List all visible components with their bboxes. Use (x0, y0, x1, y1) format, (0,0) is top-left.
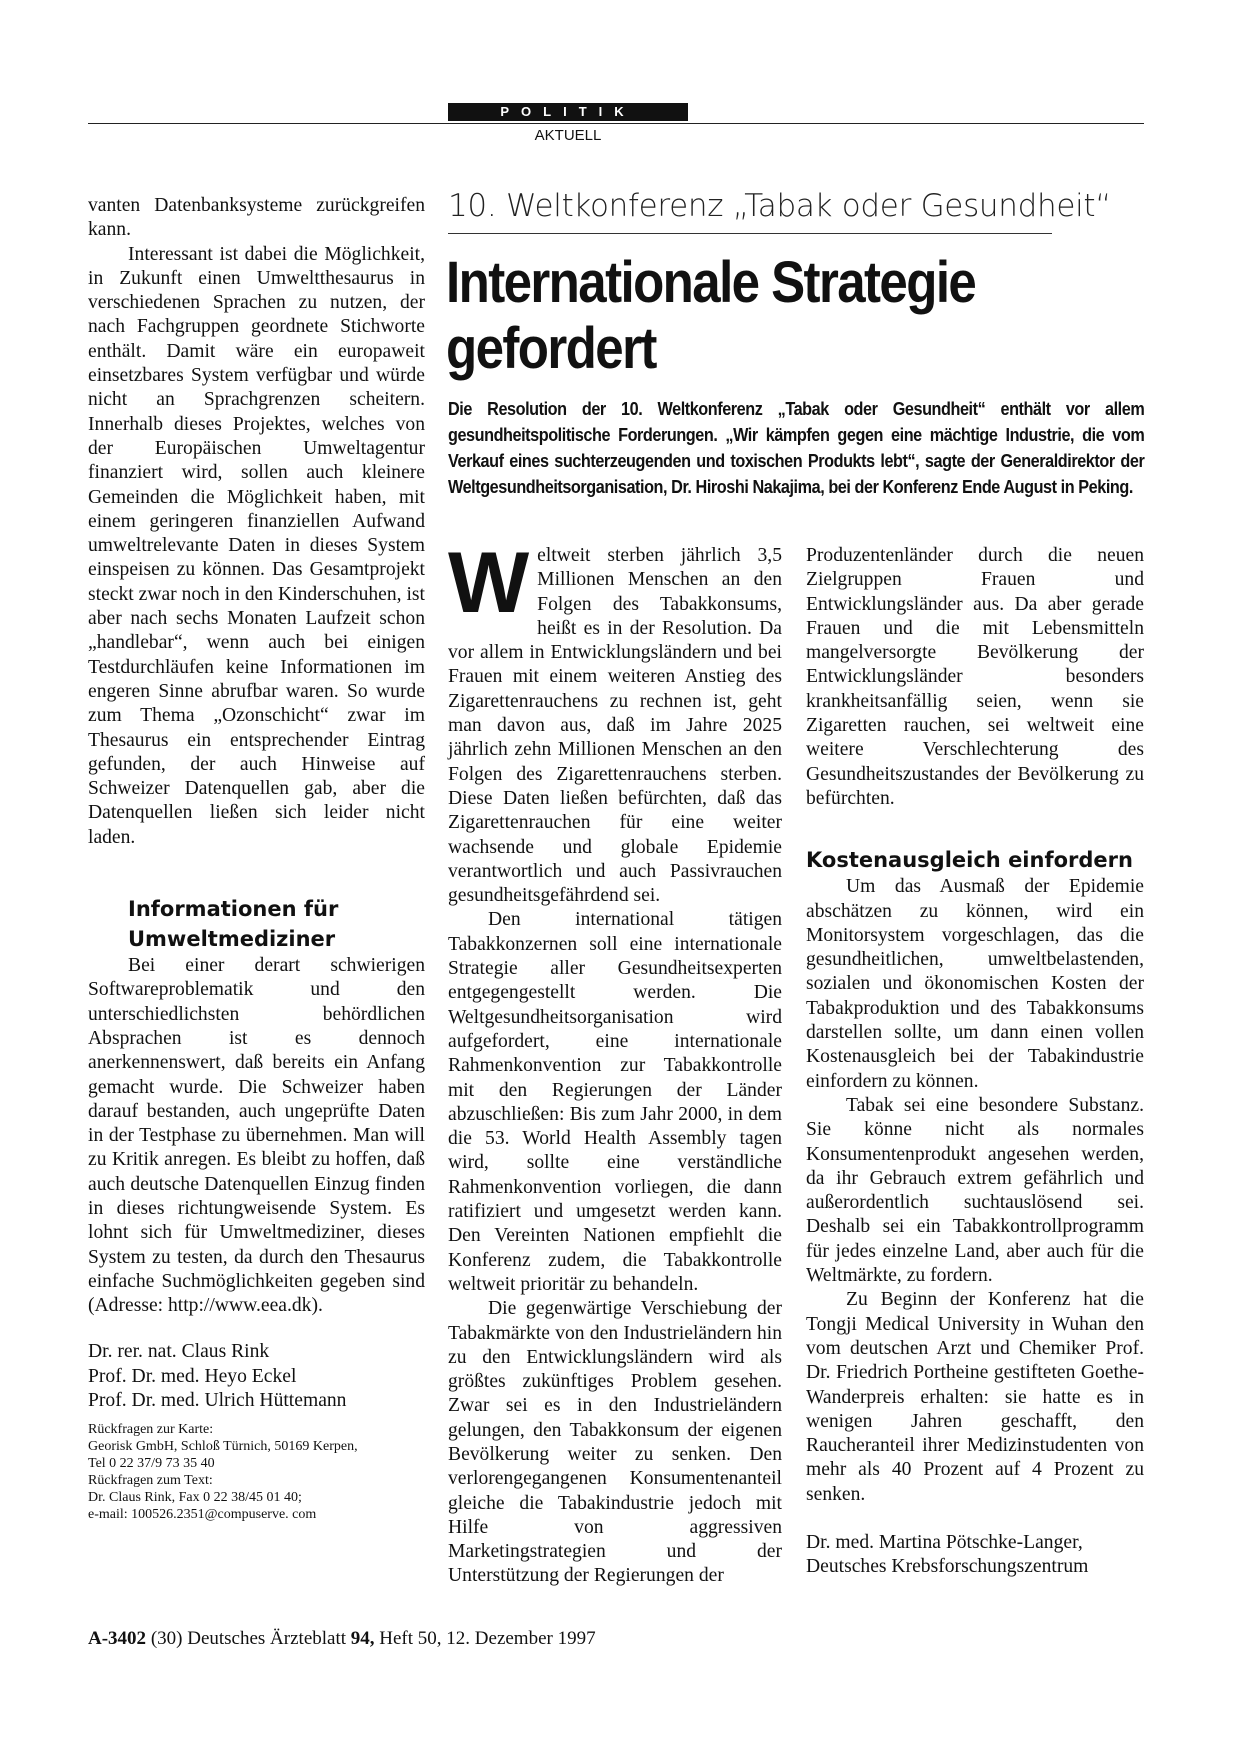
author-line: Dr. med. Martina Pötschke-Langer, (806, 1531, 1083, 1553)
article-kicker: 10. Weltkonferenz „Tabak oder Gesundheit“ (448, 188, 1112, 224)
article-headline: Internationale Strategie gefordert (446, 250, 976, 381)
page-footer (88, 1628, 596, 1650)
footer-journal: (30) Deutsches Ärzteblatt (146, 1628, 351, 1649)
middle-column (448, 535, 782, 1589)
author-line: Prof. Dr. med. Ulrich Hüttemann (88, 1390, 347, 1412)
author-line: Prof. Dr. med. Heyo Eckel (88, 1365, 297, 1387)
page-number: A-3402 (88, 1628, 147, 1649)
paragraph: Den international tätigen Tabakkonzernen soll eine internationale Strategie aller Gesundheitsexperten entgegengestellt werden. Die Weltgesundheitsorganisation wird aufgefordert, eine internationale Rahmenkonvention zur Tabakkontrolle mit den Regierungen der Länder abzuschließen: Bis zum Jahr 2000, in dem die 53. World Health Assembly tagen wird, sollte eine verständliche Rahmenkonvention vorliegen, die dann ratifiziert und umgesetzt werden kann. Den Vereinten Nationen empfiehlt die Konferenz zudem, die Tabakkontrolle weltweit prioritär zu behandeln. (448, 909, 782, 1295)
contact-line: Tel 0 22 37/9 73 35 40 (88, 1456, 215, 1472)
paragraph: Um das Ausmaß der Epidemie abschätzen zu können, wird ein Monitorsystem vorgeschlagen, das die gesundheitlichen, umweltbelastenden, sozialen und ökonomischen Kosten der Tabakproduktion und des Tabakkonsums darstellen sollte, um dann einen vollen Kostenausgleich bei der Tabakindustrie einfordern zu können. (806, 876, 1144, 1092)
paragraph: Zu Beginn der Konferenz hat die Tongji Medical University in Wuhan den vom deutschen Arzt und Chemiker Prof. Dr. Friedrich Portheine gestifteten Goethe-Wanderpreis erhalten: sie hatte es in wenigen Jahren geschafft, den Raucheranteil ihrer Medizinstudenten von mehr als 40 Prozent auf 4 Prozent zu senken. (806, 1289, 1144, 1505)
author-line: Dr. rer. nat. Claus Rink (88, 1341, 270, 1363)
section-subrubric: AKTUELL (534, 127, 602, 144)
contact-line: Rückfragen zur Karte: (88, 1422, 214, 1438)
paragraph: Tabak sei eine besondere Substanz. Sie könne nicht als normales Konsumentenprodukt angesehen werden, da ihr Gebrauch extrem gefährlich und außerordentlich suchtauslösend sei. Deshalb sei ein Tabakkontrollprogramm für jedes einzelne Land, aber auch für die Weltmärkte, zu fordern. (806, 1094, 1144, 1287)
right-column (806, 544, 1144, 1580)
paragraph-text: eltweit sterben jährlich 3,5 Millionen Menschen an den Folgen des Tabakkonsums, heißt es in der Resolution. Da vor allem in Entwicklungsländern und bei Frauen mit einem weiteren Anstieg des Zigarettenrauchens zu rechnen ist, geht man davon aus, daß im Jahre 2025 jährlich zehn Millionen Menschen an den Folgen des Zigarettenrauchens sterben. Diese Daten ließen befürchten, daß das Zigarettenrauchen für eine weiter wachsende und globale Epidemie verantwortlich und auch Passivrauchen gesundheitsgefährdend sei. (448, 545, 782, 907)
paragraph: vanten Datenbanksysteme zurückgreifen kann. (88, 195, 425, 241)
author-affiliation: Deutsches Krebsforschungszentrum (806, 1556, 1089, 1578)
contact-line: Dr. Claus Rink, Fax 0 22 38/45 01 40; (88, 1490, 302, 1506)
contact-line: Georisk GmbH, Schloß Türnich, 50169 Kerpen, (88, 1439, 358, 1455)
subheading: Informationen für Umweltmediziner (128, 897, 339, 952)
drop-cap: W (448, 535, 530, 631)
contact-line: Rückfragen zum Text: (88, 1473, 213, 1489)
subheading: Kostenausgleich einfordern (806, 848, 1133, 873)
article-lead: Die Resolution der 10. Weltkonferenz „Tabak oder Gesundheit“ enthält vor allem gesundheitspolitische Forderungen. „Wir kämpfen gegen eine mächtige Industrie, die vom Verkauf eines suchterzeugenden und toxischen Produkts lebt“, sagte der Generaldirektor der Weltgesundheitsorganisation, Dr. Hiroshi Nakajima, bei der Konferenz Ende August in Peking. (448, 398, 1145, 497)
header-rule (88, 123, 1144, 124)
paragraph: Die gegenwärtige Verschiebung der Tabakmärkte von den Industrieländern hin zu den Entwicklungsländern wird als größtes zukünftiges Problem gesehen. Zwar sei es in den Industrieländern gelungen, den Tabakkonsum der eigenen Bevölkerung weiter zu senken. Den verlorengegangenen Konsumentenanteil gleiche die Tabakindustrie jedoch mit Hilfe von aggressiven Marketingstrategien und der Unterstützung der Regierungen der (448, 1298, 782, 1587)
paragraph: Interessant ist dabei die Möglichkeit, in Zukunft einen Umweltthesaurus in verschiedenen Sprachen zu nutzen, der nach Fachgruppen geordnete Stichworte enthält. Damit wäre ein europaweit einsetzbares System verfügbar und würde nicht an Sprachgrenzen scheitern. Innerhalb dieses Projektes, welches von der Europäischen Umweltagentur finanziert wird, sollen auch kleinere Gemeinden die Möglichkeit haben, mit einem geringeren finanziellen Aufwand umweltrelevante Daten in dieses System einspeisen zu können. Das Gesamtprojekt steckt zwar noch in den Kinderschuhen, ist aber nach sechs Monaten Laufzeit schon „handlebar“, wenn auch bei einigen Testdurchläufen keine Informationen im engeren Sinne abrufbar waren. So wurde zum Thema „Ozonschicht“ zwar im Thesaurus ein entsprechender Eintrag gefunden, der auch Hinweise auf Schweizer Datenquellen gab, aber die Datenquellen ließen sich leider nicht laden. (88, 243, 425, 848)
footer-volume: 94, (350, 1628, 375, 1649)
left-column (88, 194, 425, 1523)
contact-line: e-mail: 100526.2351@compuserve. com (88, 1507, 317, 1523)
section-rubric: POLITIK (448, 103, 688, 121)
paragraph: Bei einer derart schwierigen Softwareproblematik und den unterschiedlichsten behördlichen Absprachen ist es dennoch anerkennenswert, daß bereits ein Anfang gemacht wurde. Die Schweizer haben darauf bestanden, auch ungeprüfte Daten in der Testphase zu übernehmen. Man will zu Kritik anregen. Es bleibt zu hoffen, daß auch deutsche Datenquellen Einzug finden in dieses richtungweisende System. Es lohnt sich für Umweltmediziner, dieses System zu testen, da durch den Thesaurus einfache Suchmöglichkeiten gegeben sind (Adresse: http://www.eea.dk). (88, 955, 425, 1317)
paragraph (448, 535, 782, 908)
footer-issue: Heft 50, 12. Dezember 1997 (374, 1628, 596, 1649)
paragraph: Produzentenländer durch die neuen Zielgruppen Frauen und Entwicklungsländer aus. Da aber gerade Frauen und die mit Lebensmitteln mangelversorgte Bevölkerung der Entwicklungsländer besonders krankheitsanfällig seien, wenn sie Zigaretten rauchen, sei weltweit eine weitere Verschlechterung des Gesundheitszustandes der Bevölkerung zu befürchten. (806, 545, 1144, 809)
kicker-rule (448, 233, 1052, 234)
